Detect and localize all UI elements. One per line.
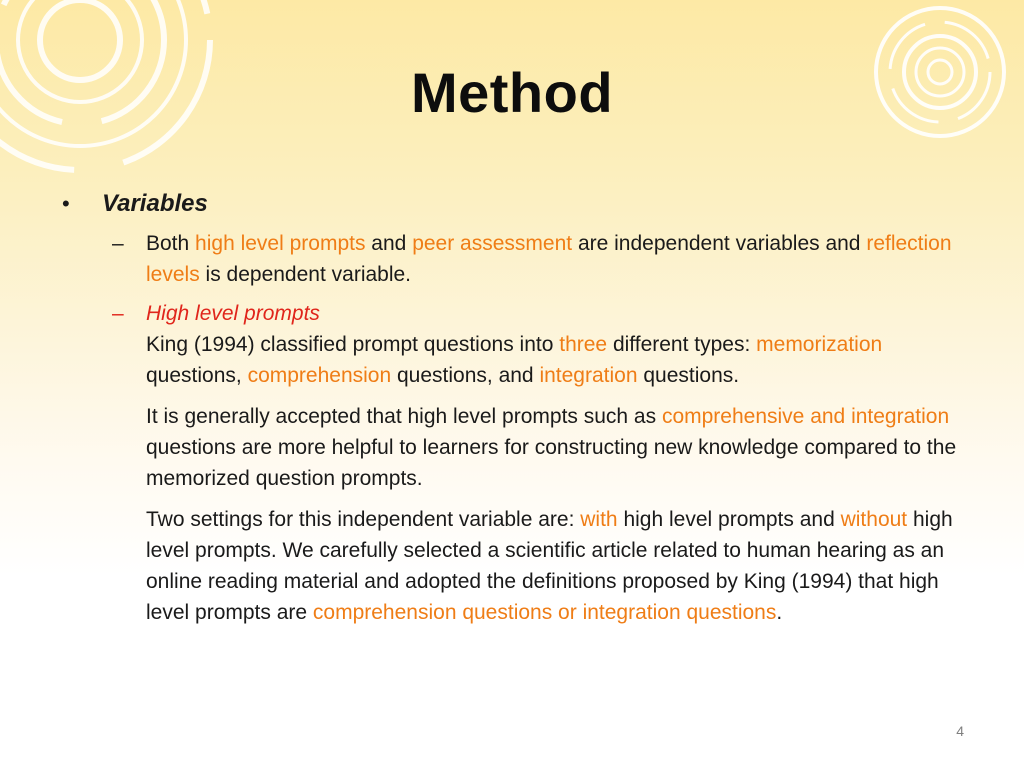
text-segment: questions, and	[391, 364, 540, 387]
paragraph-generally-accepted	[146, 401, 972, 494]
page-number: 4	[956, 723, 964, 739]
text-segment: questions are more helpful to learners for constructing new knowledge compared to the memorized question prompts.	[146, 436, 957, 490]
text-segment: It is generally accepted that high level prompts such as	[146, 405, 662, 428]
highlight-comprehension: comprehension	[247, 364, 392, 387]
text-segment: King (1994) classified prompt questions into	[146, 333, 560, 356]
text-segment: high level prompts and	[617, 508, 841, 531]
text-segment: Both	[146, 232, 196, 255]
sub-bullet-high-level-prompts	[62, 298, 972, 628]
highlight-reflection-levels: reflection levels	[146, 232, 952, 286]
sub-bullet-variables-definition	[62, 228, 972, 290]
slide-title: Method	[410, 61, 614, 124]
highlight-three: three	[559, 333, 608, 356]
text-segment: Two settings for this independent variable are:	[146, 508, 581, 531]
highlight-memorization: memorization	[756, 333, 883, 356]
sub-heading: High level prompts	[146, 302, 320, 325]
text-segment: different types:	[607, 333, 757, 356]
highlight-comprehension-or-integration: comprehension questions or integration questions	[312, 601, 777, 624]
highlight-integration: integration	[539, 364, 638, 387]
dash-icon: –	[112, 302, 124, 325]
highlight-high-level-prompts: high level prompts	[195, 232, 366, 255]
highlight-with: with	[580, 508, 618, 531]
text-segment: are independent variables and	[572, 232, 867, 255]
bullet-variables	[62, 188, 972, 220]
dash-icon: –	[112, 232, 124, 255]
highlight-peer-assessment: peer assessment	[412, 232, 573, 255]
text-segment: .	[776, 601, 783, 624]
highlight-comprehensive-integration: comprehensive and integration	[661, 405, 950, 428]
text-segment: is dependent variable.	[199, 263, 412, 286]
paragraph-classification	[146, 329, 972, 391]
text-segment: high level prompts. We carefully selected a scientific article related to human hearing as an online reading material and adopted the definitions proposed by King (1994) that high level prompts are	[146, 508, 953, 624]
bullet-label: Variables	[102, 190, 208, 217]
bullet-dot-icon: •	[62, 191, 70, 216]
text-segment: and	[365, 232, 413, 255]
text-segment: questions,	[146, 364, 248, 387]
text-segment: questions.	[637, 364, 740, 387]
paragraph-two-settings	[146, 504, 972, 628]
slide-content	[62, 188, 972, 628]
highlight-without: without	[840, 508, 908, 531]
